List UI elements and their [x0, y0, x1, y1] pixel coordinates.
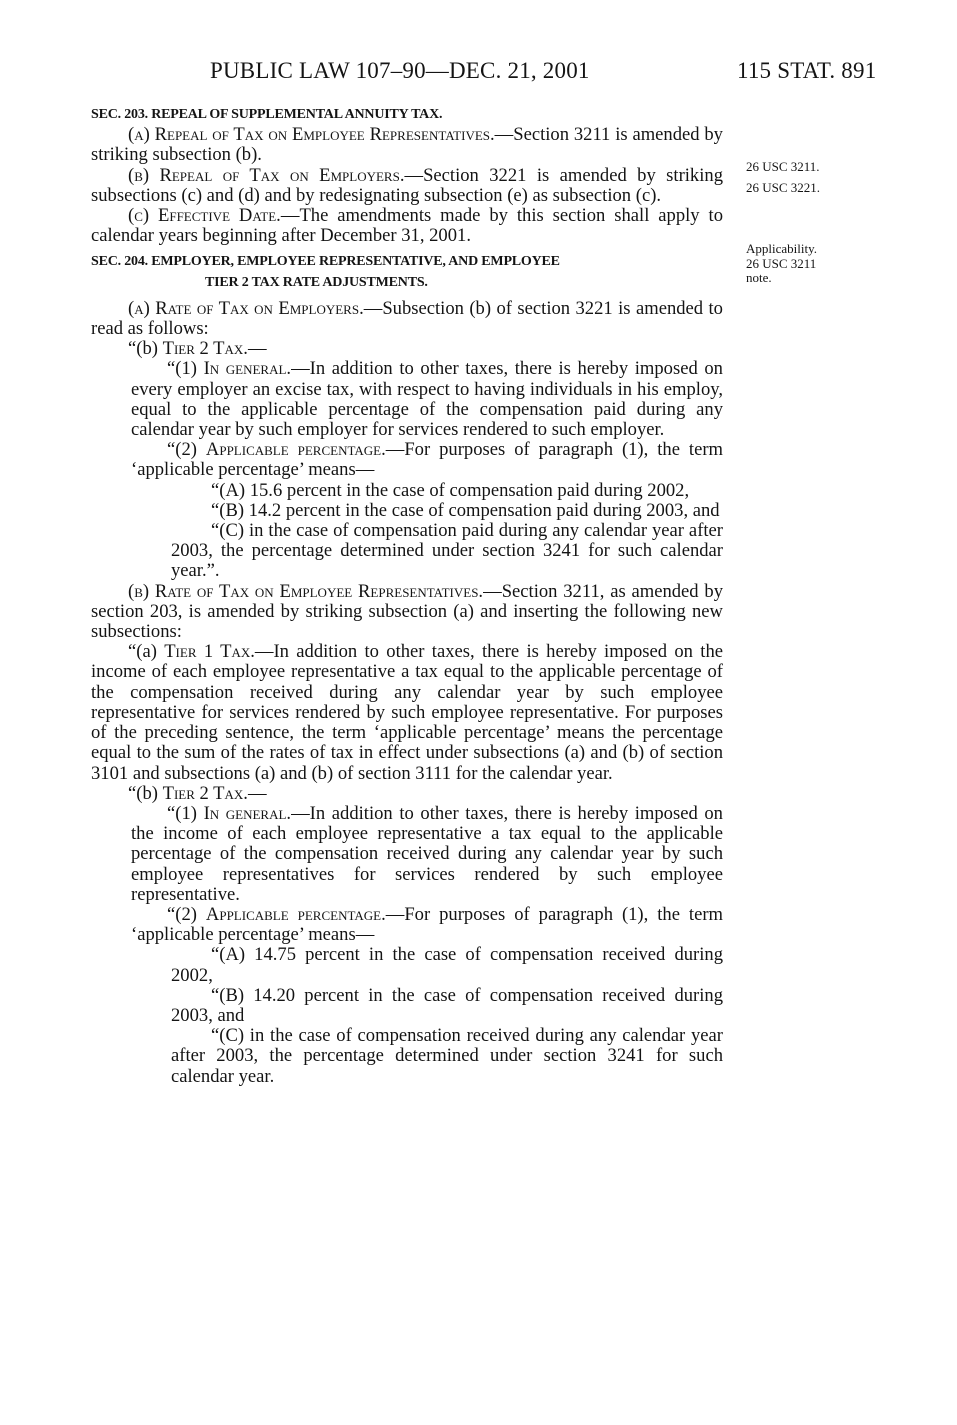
- sec204-a-p2-text: —For purposes of paragraph (1), the term ‘applicable percentage’ means—: [131, 439, 723, 481]
- header-page-number: 115 STAT. 891: [737, 58, 877, 83]
- sec204-subsection-b: [91, 582, 723, 643]
- sec203-b-caption: (b) Repeal of Tax on Employers.: [128, 164, 405, 186]
- sec204-b-tier1-text: —In addition to other taxes, there is hereby imposed on the income of each employee representative a tax equal to the applicable percentage of the compensation received during any calendar year by such employee representative for services rendered by such employee representative. For purposes of the preceding sentence, the term ‘applicable percentage’ means the percentage equal to the sum of the rates of tax in effect under subsections (a) and (b) of section 3101 and subsections (a) and (b) of section 3111 for the calendar year.: [91, 641, 723, 784]
- sec203-subsection-a: [91, 125, 723, 165]
- sec204-b-paragraph-2: [91, 905, 723, 945]
- sec204-a-tier2-caption: Tier 2 Tax.: [162, 338, 248, 360]
- margin-note-note: note.: [746, 270, 772, 285]
- header-law-citation: PUBLIC LAW 107–90—DEC. 21, 2001: [210, 58, 590, 83]
- sec203-a-caption: (a) Repeal of Tax on Employee Representatives.: [128, 124, 495, 146]
- margin-note-26-usc-3221: 26 USC 3221.: [746, 180, 821, 195]
- sec203-c-caption: (c) Effective Date.: [128, 205, 281, 227]
- sec204-a-subparagraph-B: “(B) 14.2 percent in the case of compensation paid during 2003, and: [211, 499, 720, 521]
- sec204-a-text: —Subsection (b) of section 3221 is amended to read as follows:: [91, 297, 723, 340]
- sec204-b-paragraph-1: [91, 804, 723, 905]
- sec204-b-subparagraph-C: “(C) in the case of compensation received during any calendar year after 2003, the percentage determined under section 3241 for such calendar year.: [171, 1025, 723, 1087]
- sec204-b-p2-text: —For purposes of paragraph (1), the term ‘applicable percentage’ means—: [131, 903, 723, 946]
- sec204-a-tier2-dash: —: [247, 338, 267, 360]
- document-body: [91, 105, 723, 1087]
- sec204-a-p1-text: —In addition to other taxes, there is hereby imposed on every employer an excise tax, with respect to having individuals in his employ, equal to the applicable percentage of the compensation paid during any calendar year by such employer for services rendered to such employer.: [131, 358, 723, 441]
- sec204-b-tier2-dash: —: [247, 782, 267, 804]
- sec204-b-tier2-open: “(b): [128, 782, 163, 804]
- sec203-a-text: —Section 3211 is amended by striking subsection (b).: [91, 124, 723, 166]
- sec204-b-subparagraph-A: “(A) 14.75 percent in the case of compensation received during 2002,: [171, 944, 723, 986]
- sec203-c-text: —The amendments made by this section shall apply to calendar years beginning after December 31, 2001.: [91, 205, 723, 247]
- sec204-b-caption: (b) Rate of Tax on Employee Representatives.: [128, 580, 484, 602]
- sec204-a-p2-caption: Applicable percentage.: [205, 439, 386, 461]
- section-204-heading-line1: SEC. 204. EMPLOYER, EMPLOYEE REPRESENTATIVE, AND EMPLOYEE: [91, 254, 560, 270]
- sec204-b-p1-open: “(1): [167, 802, 204, 824]
- sec204-b-p2-open: “(2): [167, 903, 206, 925]
- sec204-subsection-a: [91, 299, 723, 339]
- sec204-a-p1-caption: In general.: [203, 358, 292, 380]
- sec204-b-p1-caption: In general.: [203, 802, 292, 824]
- section-203-heading: SEC. 203. REPEAL OF SUPPLEMENTAL ANNUITY TAX.: [91, 107, 443, 122]
- sec204-b-tier2-heading: [91, 784, 723, 804]
- sec203-b-text: —Section 3221 is amended by striking subsections (c) and (d) and by redesignating subsection (e) as subsection (c).: [91, 164, 723, 206]
- sec204-a-paragraph-1: [91, 359, 723, 440]
- margin-note-26-usc-3211-note: 26 USC 3211: [746, 256, 817, 271]
- sec204-a-subparagraph-A: “(A) 15.6 percent in the case of compensation paid during 2002,: [211, 479, 690, 501]
- sec204-a-p1-open: “(1): [167, 358, 204, 380]
- sec203-subsection-b: [91, 166, 723, 206]
- sec204-b-text: —Section 3211, as amended by section 203, is amended by striking subsection (a) and inserting the following new subsections:: [91, 580, 723, 643]
- sec204-a-paragraph-2: [91, 440, 723, 480]
- sec204-a-tier2-heading: [91, 339, 723, 359]
- sec204-b-tier2-caption: Tier 2 Tax.: [162, 782, 248, 804]
- sec204-b-tier1-open: “(a): [128, 641, 165, 663]
- sec204-b-tier1-caption: Tier 1 Tax.: [164, 641, 255, 663]
- sec204-a-caption: (a) Rate of Tax on Employers.: [128, 297, 364, 319]
- sec204-b-tier1: [91, 642, 723, 783]
- sec204-b-p2-caption: Applicable percentage.: [205, 903, 386, 925]
- sec203-subsection-c: [91, 206, 723, 246]
- margin-note-applicability: Applicability.: [746, 241, 818, 256]
- sec204-b-p1-text: —In addition to other taxes, there is hereby imposed on the income of each employee representative a tax equal to the applicable percentage of the compensation received during any calendar year by such employee representatives for services rendered by such employee representative.: [131, 802, 723, 905]
- sec204-a-tier2-open: “(b): [128, 338, 163, 360]
- sec204-b-subparagraph-B: “(B) 14.20 percent in the case of compensation received during 2003, and: [171, 984, 723, 1026]
- section-204-heading: [91, 252, 723, 292]
- section-204-heading-line2: TIER 2 TAX RATE ADJUSTMENTS.: [205, 274, 428, 290]
- margin-note-26-usc-3211: 26 USC 3211.: [746, 159, 820, 174]
- sec204-a-subparagraph-C: “(C) in the case of compensation paid during any calendar year after 2003, the percentage determined under section 3241 for such calendar year.”.: [171, 520, 723, 582]
- sec204-a-p2-open: “(2): [167, 439, 206, 461]
- running-header: [0, 58, 957, 90]
